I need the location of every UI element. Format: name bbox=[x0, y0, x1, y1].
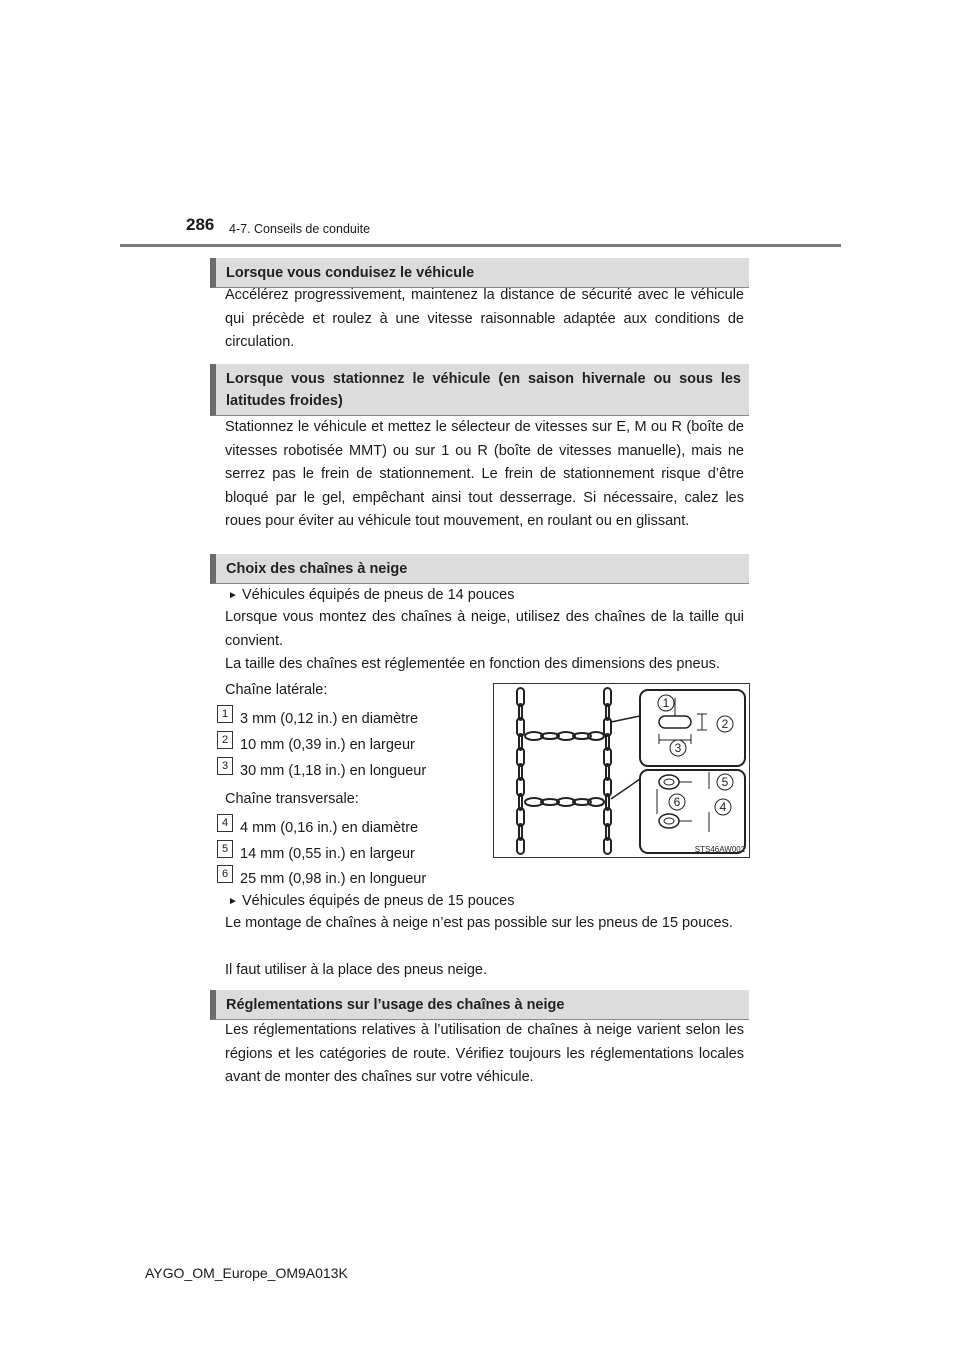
side-chain-label: Chaîne latérale: bbox=[225, 682, 328, 698]
footer-doc-id: AYGO_OM_Europe_OM9A013K bbox=[145, 1265, 348, 1281]
cross-chain-item-6: 6 25 mm (0,98 in.) en longueur bbox=[217, 865, 426, 889]
triangle-bullet-icon: ► bbox=[228, 896, 238, 907]
parking-paragraph: Stationnez le véhicule et mettez le sélecteur de vitesses sur E, M ou R (boîte de vitesses robotisée MMT) ou sur 1 ou R (boîte de vitesses manuelle), mais ne serrez pas le frein de stationnement. Le frein de stationnement risque d’être bloqué par le gel, empêchant ainsi tout desserrage. Si nécessaire, calez les roues pour éviter au véhicule tout mouvement, en roulant ou en glissant. bbox=[225, 419, 744, 529]
cross-chain-label: Chaîne transversale: bbox=[225, 791, 359, 807]
triangle-bullet-icon: ► bbox=[228, 590, 238, 601]
side-chain-item-1: 1 3 mm (0,12 in.) en diamètre bbox=[217, 705, 418, 729]
cross-chain-bottom bbox=[525, 798, 604, 806]
cross-chain-top bbox=[525, 732, 604, 740]
section-breadcrumb: 4-7. Conseils de conduite bbox=[229, 222, 371, 236]
cross-chain-item-4: 4 4 mm (0,16 in.) en diamètre bbox=[217, 814, 418, 838]
svg-text:3: 3 bbox=[674, 741, 682, 755]
section-heading-chains: Choix des chaînes à neige bbox=[210, 554, 749, 584]
vertical-chain-right bbox=[604, 688, 611, 854]
header-rule bbox=[120, 244, 841, 247]
section-heading-driving: Lorsque vous conduisez le véhicule bbox=[210, 258, 749, 288]
cross-chain-item-5: 5 14 mm (0,55 in.) en largeur bbox=[217, 840, 415, 864]
page-number: 286 bbox=[186, 215, 215, 234]
bullet-14-inch: ► Véhicules équipés de pneus de 14 pouces bbox=[228, 585, 514, 606]
snow-chain-illustration bbox=[494, 684, 749, 857]
svg-text:1: 1 bbox=[662, 696, 670, 710]
regulations-paragraph: Les réglementations relatives à l’utilisation de chaînes à neige varient selon les régions et les catégories de route. Vérifiez toujours les réglementations locales avant de monter des chaînes sur votre véhicule. bbox=[225, 1022, 744, 1085]
section-heading-parking: Lorsque vous stationnez le véhicule (en saison hivernale ou sous les latitudes froides) bbox=[210, 364, 749, 416]
vertical-chain-left bbox=[517, 688, 524, 854]
chains-15-paragraph-b: Il faut utiliser à la place des pneus neige. bbox=[225, 962, 487, 978]
side-chain-item-3: 3 30 mm (1,18 in.) en longueur bbox=[217, 757, 426, 781]
side-chain-item-2: 2 10 mm (0,39 in.) en largeur bbox=[217, 731, 415, 755]
driving-paragraph: Accélérez progressivement, maintenez la distance de sécurité avec le véhicule qui précède et roulez à une vitesse raisonnable adaptée aux conditions de circulation. bbox=[225, 287, 744, 350]
section-heading-regulations: Réglementations sur l’usage des chaînes à neige bbox=[210, 990, 749, 1020]
snow-chain-figure bbox=[493, 683, 750, 858]
chains-14-paragraph-b: La taille des chaînes est réglementée en fonction des dimensions des pneus. bbox=[225, 656, 720, 672]
figure-code: STS46AW002 bbox=[694, 845, 746, 854]
svg-text:5: 5 bbox=[721, 775, 729, 789]
bullet-15-inch: ► Véhicules équipés de pneus de 15 pouces bbox=[228, 891, 514, 912]
svg-text:6: 6 bbox=[673, 795, 681, 809]
chains-14-paragraph-a: Lorsque vous montez des chaînes à neige, utilisez des chaînes de la taille qui convient. bbox=[225, 609, 744, 649]
chains-15-paragraph-a: Le montage de chaînes à neige n’est pas possible sur les pneus de 15 pouces. bbox=[225, 915, 733, 931]
svg-text:2: 2 bbox=[721, 717, 729, 731]
svg-text:4: 4 bbox=[719, 800, 727, 814]
